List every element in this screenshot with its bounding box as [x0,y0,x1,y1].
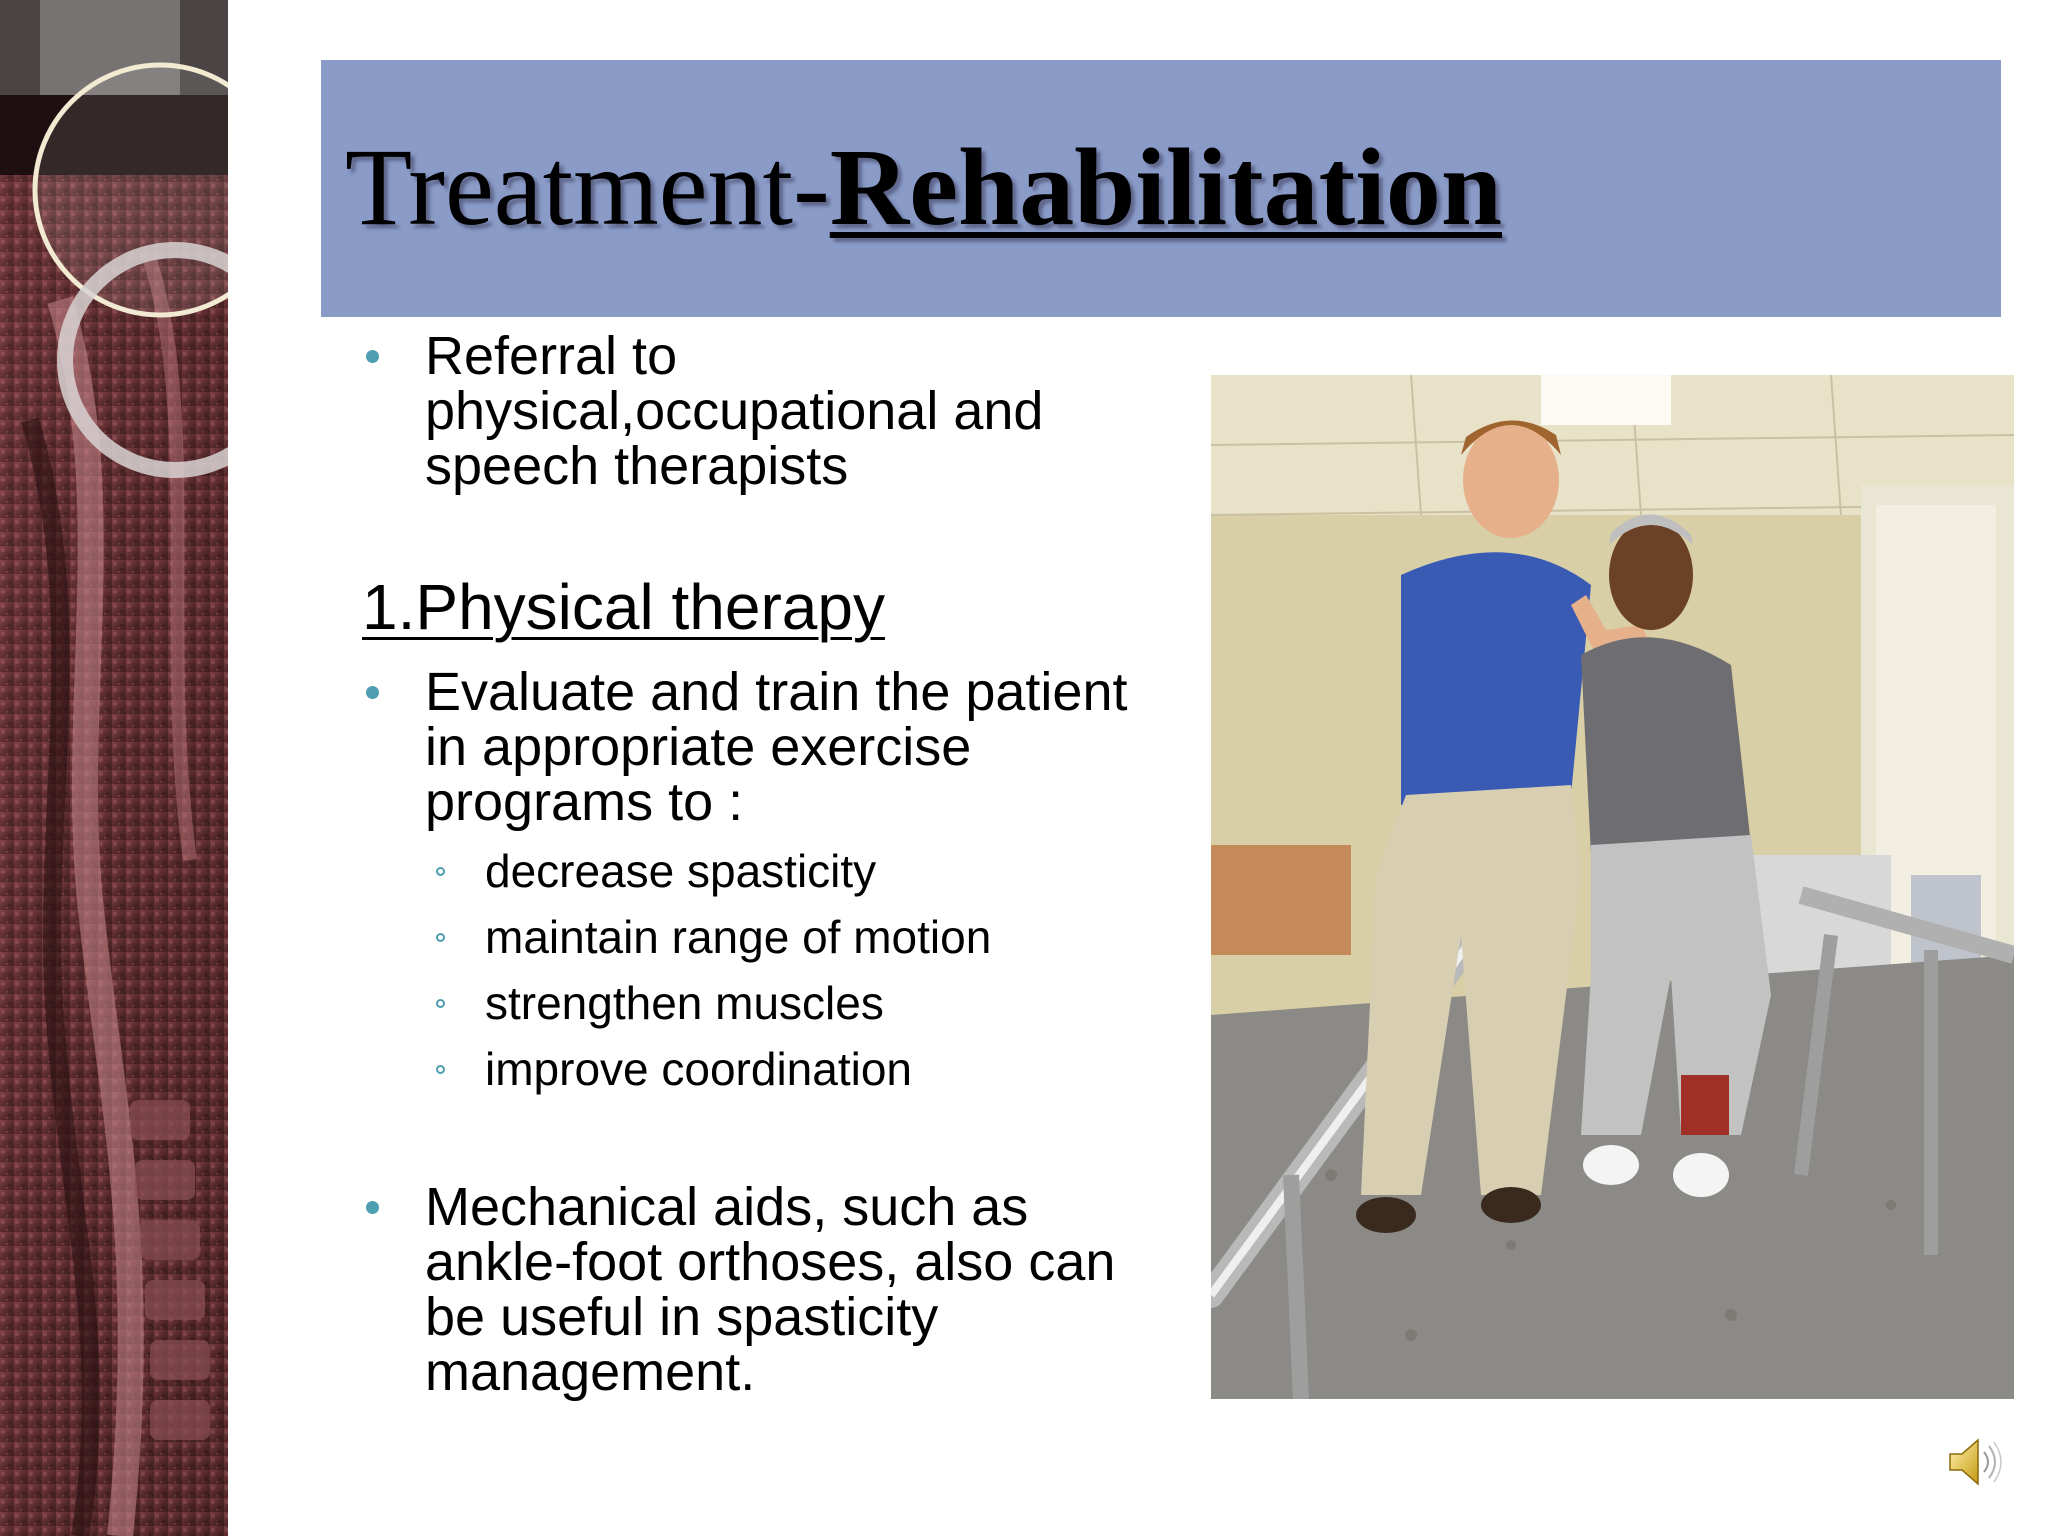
bullet-line: Evaluate and train the patient [425,662,1128,722]
brain-scan-decoration [0,0,228,1536]
therapy-photo [1211,375,2014,1399]
bullet-marker [366,350,379,363]
referral-bullet [425,326,1044,496]
bullet-line: speech therapists [425,436,849,496]
mechanical-aids-bullet [425,1177,1116,1402]
bullet-line: be useful in spasticity [425,1287,939,1347]
hollow-bullet-icon [436,867,445,876]
bullet-line: Referral to [425,326,678,386]
speaker-glyph [1946,1432,2006,1492]
bullet-line: programs to : [425,772,744,832]
title-emphasis: Rehabilitation [829,126,1503,248]
sub-item-text: strengthen muscles [485,977,884,1029]
sub-item-text: decrease spasticity [485,845,877,897]
decorative-left-band [0,0,228,1536]
hollow-bullet-icon [436,1065,445,1074]
speaker-icon[interactable] [1946,1432,2006,1492]
bullet-line: management. [425,1342,756,1402]
bullet-marker [366,686,379,699]
therapist-assisting-patient-photo [1211,375,2014,1399]
bullet-line: ankle-foot orthoses, also can [425,1232,1116,1292]
hollow-bullet-icon [436,999,445,1008]
slide-title [345,126,1503,248]
hollow-bullet-icon [436,933,445,942]
physical-therapy-bullet [425,662,1128,832]
sub-item-text: maintain range of motion [485,911,992,963]
title-prefix: Treatment- [345,126,830,248]
section-heading: 1.Physical therapy [362,571,885,643]
sub-item-text: improve coordination [485,1043,913,1095]
bullet-marker [366,1201,379,1214]
bullet-line: Mechanical aids, such as [425,1177,1029,1237]
bullet-line: in appropriate exercise [425,717,972,777]
bullet-line: physical,occupational and [425,381,1044,441]
